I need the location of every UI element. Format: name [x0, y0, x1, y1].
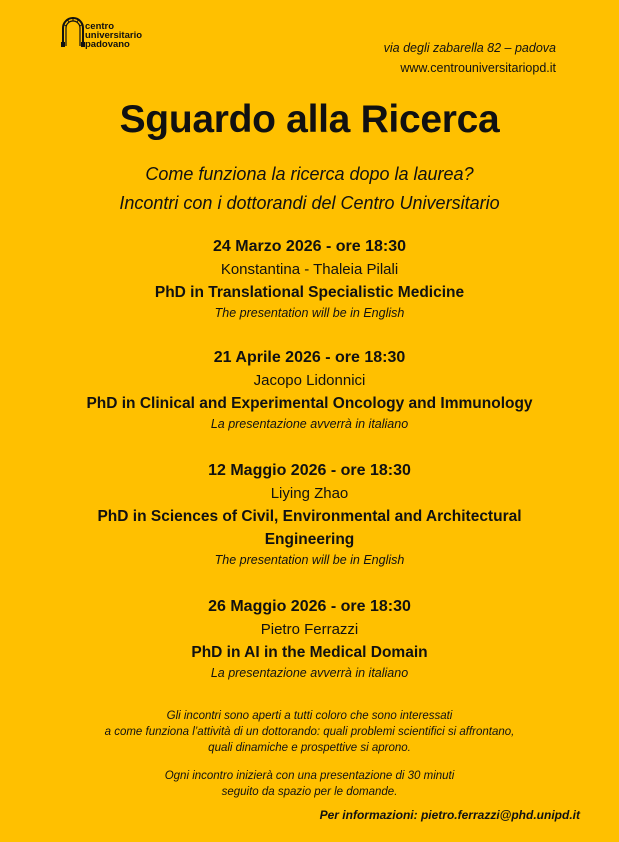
footer-paragraph	[0, 708, 619, 756]
event-speaker: Konstantina - Thaleia Pilali	[220, 261, 399, 278]
subtitle-line: Incontri con i dottorandi del Centro Universitario	[119, 193, 500, 213]
footer-line: Gli incontri sono aperti a tutti coloro che sono interessati	[166, 710, 453, 722]
event-item	[0, 459, 619, 569]
logo-line: centro	[85, 21, 115, 32]
logo-line: padovano	[85, 39, 130, 50]
event-phd: PhD in AI in the Medical Domain	[191, 644, 428, 661]
event-item	[0, 346, 619, 433]
event-date: 24 Marzo 2026 - ore 18:30	[213, 238, 406, 255]
subtitle	[0, 160, 619, 218]
footer-line: seguito da spazio per le domande.	[221, 786, 398, 798]
event-date: 12 Maggio 2026 - ore 18:30	[208, 462, 411, 479]
subtitle-line: Come funziona la ricerca dopo la laurea?	[145, 164, 474, 184]
event-speaker: Pietro Ferrazzi	[260, 621, 359, 638]
website-link[interactable]: www.centrouniversitariopd.it	[400, 61, 556, 75]
event-phd: PhD in Clinical and Experimental Oncology and Immunology	[86, 395, 533, 412]
footer-paragraph	[0, 768, 619, 800]
logo-text	[85, 22, 142, 49]
event-language: La presentazione avverrà in italiano	[210, 666, 409, 680]
footer-line: quali dinamiche e prospettive si aprono.	[208, 742, 411, 754]
event-language: La presentazione avverrà in italiano	[210, 417, 409, 431]
event-item	[0, 235, 619, 322]
footer-line: a come funziona l’attività di un dottorando: quali problemi scientifici si affrontano,	[104, 726, 515, 738]
street-address: via degli zabarella 82 – padova	[383, 41, 556, 55]
arch-icon	[60, 14, 86, 48]
page-title: Sguardo alla Ricerca	[119, 98, 500, 141]
event-date: 26 Maggio 2026 - ore 18:30	[208, 598, 411, 615]
address-block	[384, 38, 556, 78]
footer-notes	[0, 708, 619, 800]
event-date: 21 Aprile 2026 - ore 18:30	[213, 349, 406, 366]
contact-email[interactable]: Per informazioni: pietro.ferrazzi@phd.unipd.it	[319, 808, 580, 822]
logo	[60, 14, 180, 48]
footer-line: Ogni incontro inizierà con una presentazione di 30 minuti	[164, 770, 455, 782]
event-phd: PhD in Sciences of Civil, Environmental and Architectural Engineering	[97, 508, 522, 548]
logo-line: universitario	[85, 30, 143, 41]
event-language: The presentation will be in English	[214, 553, 405, 567]
event-item	[0, 595, 619, 682]
event-speaker: Liying Zhao	[270, 485, 349, 502]
event-language: The presentation will be in English	[214, 306, 405, 320]
event-speaker: Jacopo Lidonnici	[253, 372, 366, 389]
event-phd: PhD in Translational Specialistic Medicine	[154, 284, 465, 301]
